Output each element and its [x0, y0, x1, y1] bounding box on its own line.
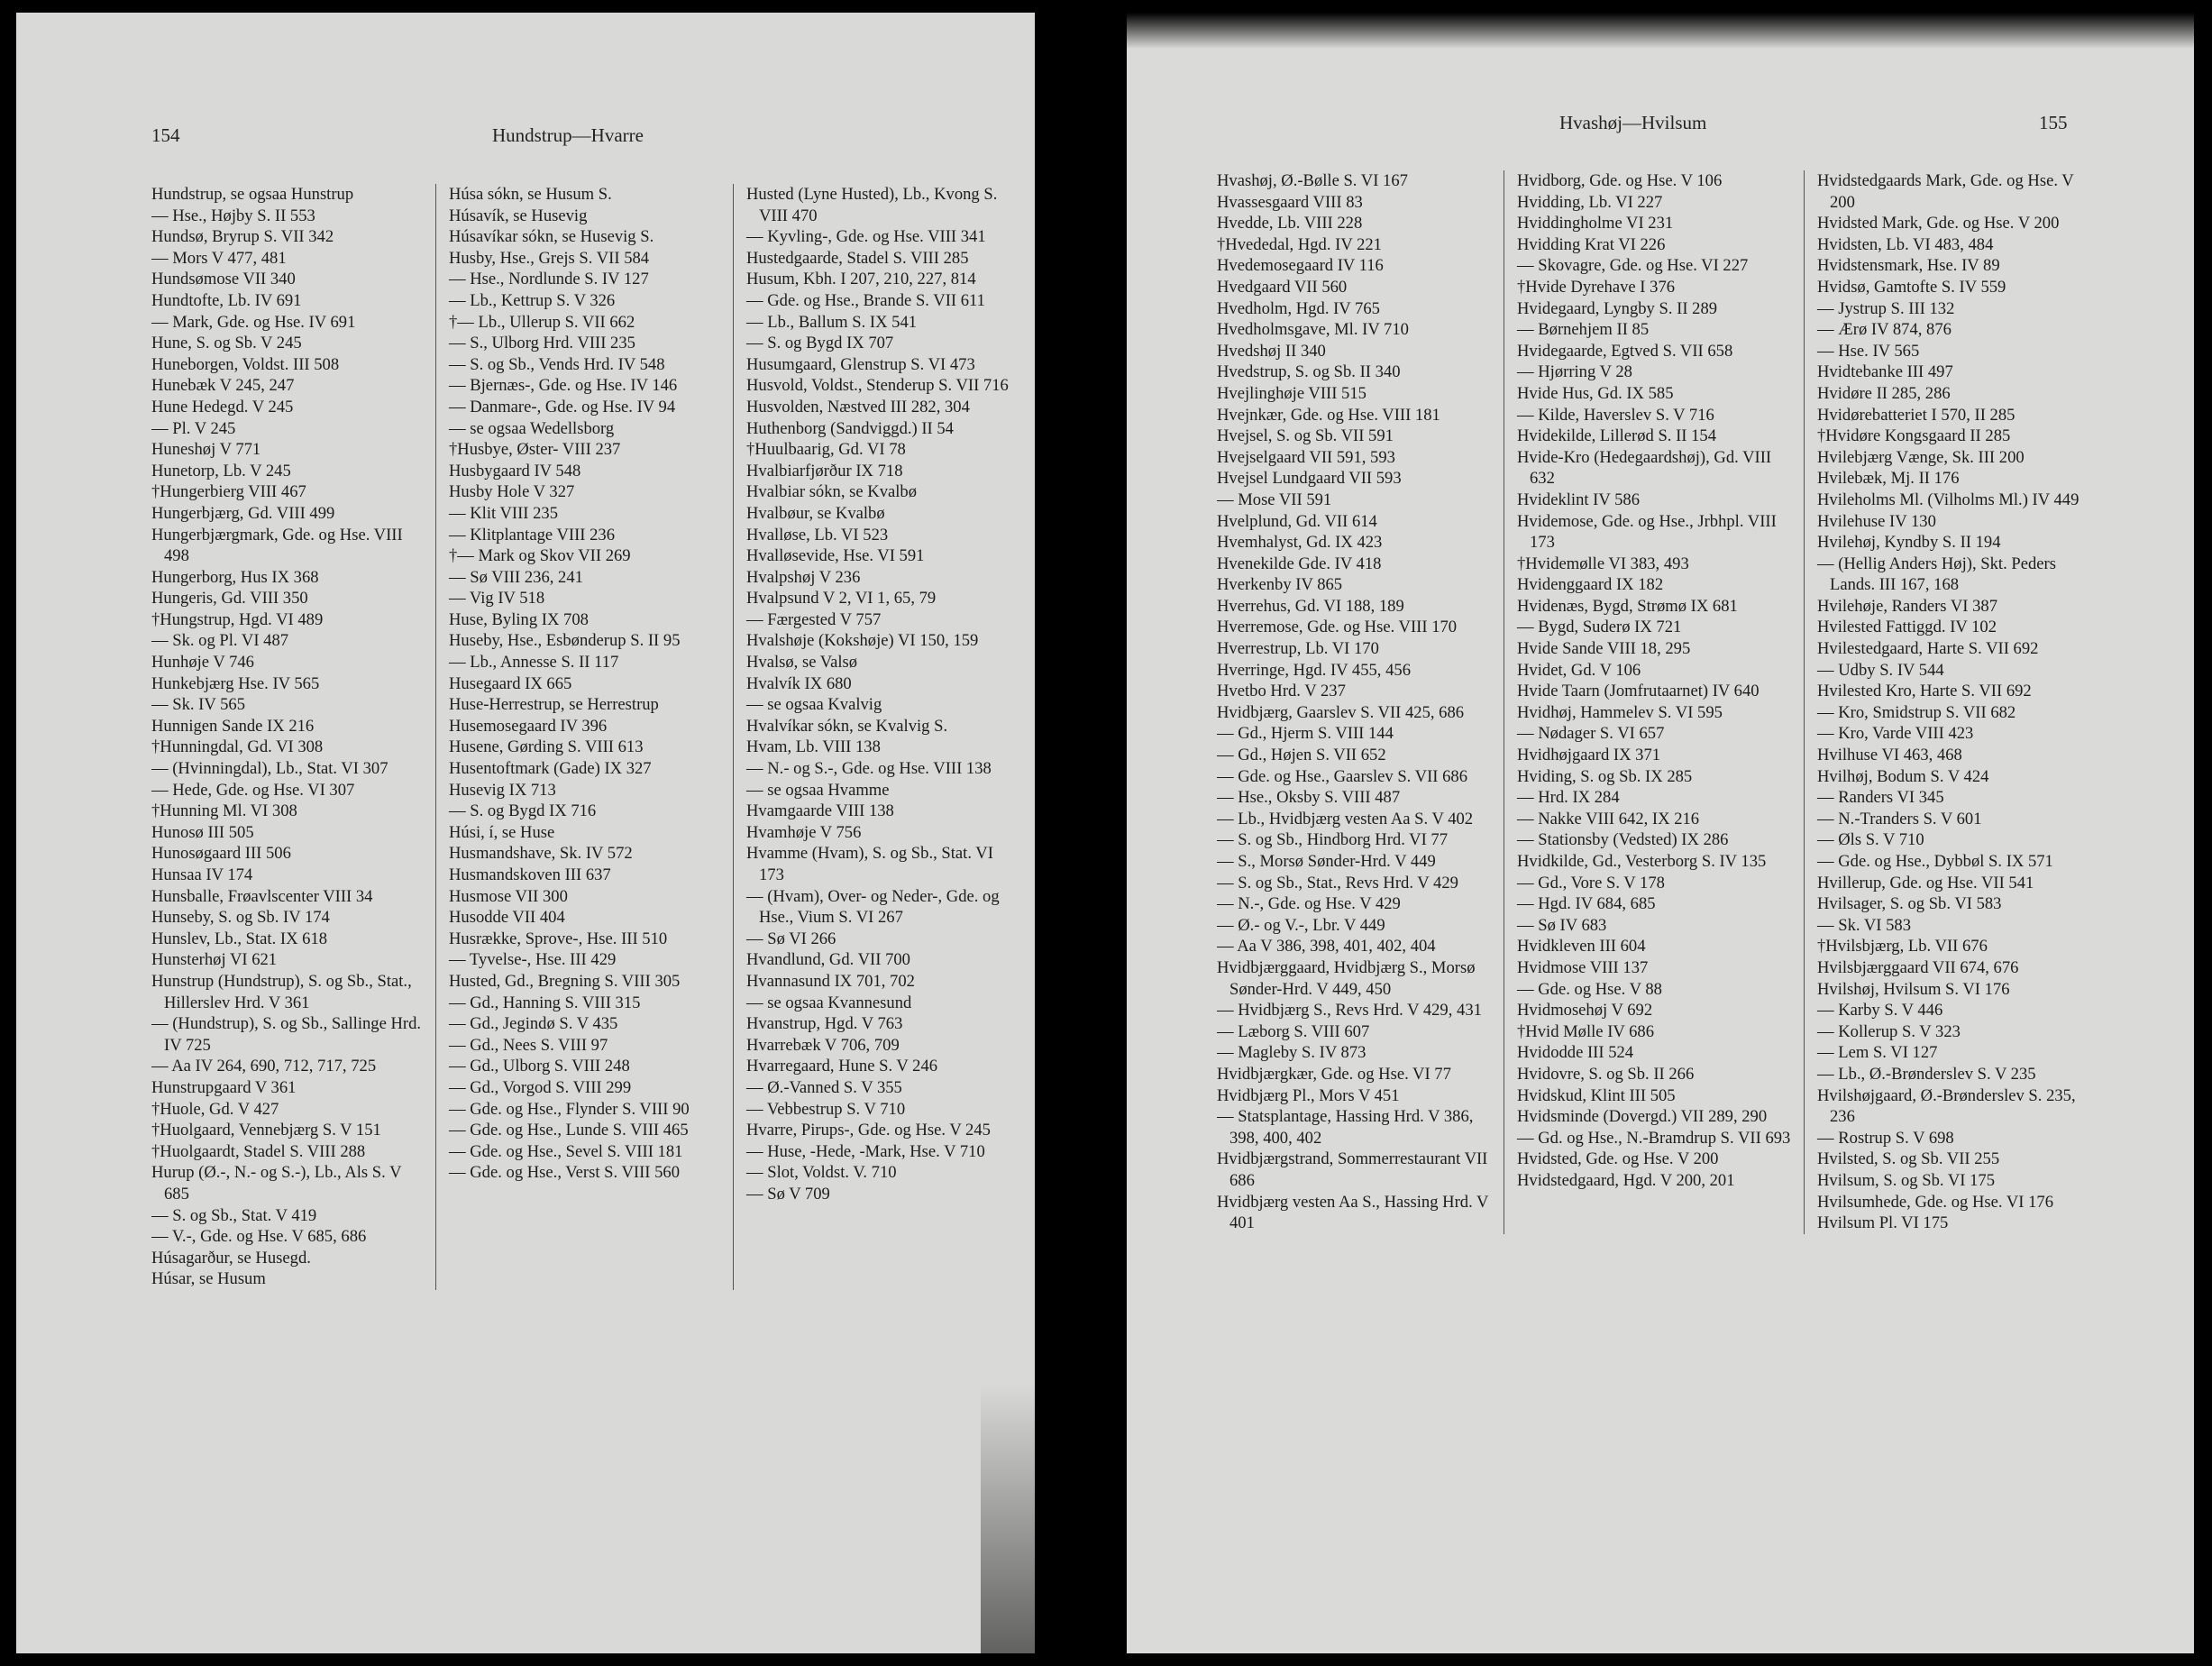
index-entry: — Gde. og Hse., Sevel S. VIII 181: [449, 1141, 683, 1161]
index-entry: Hvide Taarn (Jomfrutaarnet) IV 640: [1517, 682, 1760, 701]
index-entry: Hvidsted, Gde. og Hse. V 200: [1517, 1149, 1719, 1169]
index-entry: Husvolden, Næstved III 282, 304: [746, 397, 970, 416]
index-columns: [151, 184, 1030, 1290]
index-entry: — Gde. og Hse., Gaarslev S. VII 686: [1217, 766, 1467, 786]
index-entry: Hvarregaard, Hune S. V 246: [746, 1057, 938, 1076]
index-entry: Hunebæk V 245, 247: [151, 376, 295, 396]
index-entry: Hunkebjærg Hse. IV 565: [151, 673, 320, 693]
index-entry: Hviddingholme VI 231: [1517, 214, 1674, 233]
index-entry: Hunseby, S. og Sb. IV 174: [151, 908, 330, 928]
index-entry: — Stationsby (Vedsted) IX 286: [1517, 830, 1729, 850]
right-page: [1127, 13, 2194, 1653]
index-entry: Hvilehøj, Kyndby S. II 194: [1817, 533, 2001, 553]
index-entry: Hunosø III 505: [151, 822, 254, 842]
index-entry: — Mose VII 591: [1217, 490, 1332, 509]
index-entry: Hvelplund, Gd. VII 614: [1217, 511, 1377, 531]
index-entry: — Magleby S. IV 873: [1217, 1043, 1367, 1063]
index-entry: Hunnigen Sande IX 216: [151, 716, 315, 736]
index-entry: — Hgd. IV 684, 685: [1517, 894, 1656, 914]
index-entry: Hvidegaarde, Egtved S. VII 658: [1517, 341, 1733, 361]
index-entry: — Udby S. IV 544: [1817, 660, 1944, 680]
index-entry: Hvidkilde, Gd., Vesterborg S. IV 135: [1517, 852, 1767, 871]
index-entry: Hvidegaard, Lyngby S. II 289: [1517, 298, 1718, 318]
index-entry: Hvidsminde (Dovergd.) VII 289, 290: [1517, 1107, 1768, 1127]
index-entry: — S. og Bygd IX 716: [449, 801, 597, 821]
index-column: [1804, 170, 2104, 1234]
index-entry: Hvam, Lb. VIII 138: [746, 737, 881, 757]
index-entry: Hune Hedegd. V 245: [151, 397, 294, 416]
index-entry: — Rostrup S. V 698: [1817, 1128, 1954, 1148]
index-entry: — Danmare-, Gde. og Hse. IV 94: [449, 397, 676, 416]
index-entry: — Sk. IV 565: [151, 695, 245, 715]
index-entry: — Kro, Smidstrup S. VII 682: [1817, 702, 2016, 722]
index-entry: — Kro, Varde VIII 423: [1817, 724, 1974, 744]
index-entry: — Mark, Gde. og Hse. IV 691: [151, 312, 356, 332]
index-entry: Hunstrupgaard V 361: [151, 1077, 297, 1097]
index-entry: Hvilshøjgaard, Ø.-Brønderslev S. 235, 236: [1817, 1085, 2076, 1127]
index-entry: Hvidhøjgaard IX 371: [1517, 746, 1661, 765]
index-entry: Hungerborg, Hus IX 368: [151, 567, 319, 587]
index-entry: †Hungstrup, Hgd. VI 489: [151, 609, 324, 629]
index-entry: Hvejsel, S. og Sb. VII 591: [1217, 426, 1394, 446]
index-entry: Hvilsum, S. og Sb. VI 175: [1817, 1170, 1995, 1190]
index-entry: Hvilsumhede, Gde. og Hse. VI 176: [1817, 1192, 2054, 1212]
index-entry: Hvalshøje (Kokshøje) VI 150, 159: [746, 631, 979, 651]
index-entry: Hundstrup, se ogsaa Hunstrup: [151, 185, 354, 204]
index-entry: Husmandshave, Sk. IV 572: [449, 844, 633, 864]
index-entry: Hvilsted, S. og Sb. VII 255: [1817, 1149, 2000, 1169]
index-entry: Hvidding Krat VI 226: [1517, 234, 1666, 254]
index-entry: Hvidenæs, Bygd, Strømø IX 681: [1517, 596, 1738, 616]
index-entry: Husrække, Sprove-, Hse. III 510: [449, 929, 668, 948]
index-entry: Hunhøje V 746: [151, 653, 254, 673]
index-entry: Hvidskud, Klint III 505: [1517, 1085, 1676, 1105]
index-entry: — Gd., Ulborg S. VIII 248: [449, 1057, 630, 1076]
index-entry: — Mors V 477, 481: [151, 248, 287, 268]
index-entry: — S. og Sb., Stat. V 419: [151, 1205, 317, 1225]
index-entry: — Gde. og Hse., Dybbøl S. IX 571: [1817, 852, 2053, 871]
index-entry: Hvilhuse VI 463, 468: [1817, 746, 1962, 765]
index-entry: †Husbye, Øster- VIII 237: [449, 440, 621, 460]
index-entry: Hvidstedgaards Mark, Gde. og Hse. V 200: [1817, 171, 2074, 212]
index-entry: Húsagarður, se Husegd.: [151, 1248, 311, 1268]
index-entry: Húsavíkar sókn, se Husevig S.: [449, 227, 654, 247]
index-entry: †Huolgaard, Vennebjærg S. V 151: [151, 1121, 381, 1140]
index-entry: Hvidstensmark, Hse. IV 89: [1817, 256, 2000, 276]
index-entry: Hverremose, Gde. og Hse. VIII 170: [1217, 618, 1458, 637]
index-entry: Husum, Kbh. I 207, 210, 227, 814: [746, 270, 976, 289]
index-entry: — Lb., Annesse S. II 117: [449, 653, 619, 673]
index-entry: — se ogsaa Wedellsborg: [449, 418, 615, 438]
index-column: [435, 184, 733, 1290]
index-entry: — Lb., Ballum S. IX 541: [746, 312, 918, 332]
index-entry: Hvalpsund V 2, VI 1, 65, 79: [746, 589, 937, 609]
index-entry: — Sø IV 683: [1517, 915, 1607, 935]
index-entry: Hunetorp, Lb. V 245: [151, 461, 291, 481]
index-entry: — Ø.- og V.-, Lbr. V 449: [1217, 915, 1385, 935]
index-entry: †— Mark og Skov VII 269: [449, 546, 631, 566]
page-number: 154: [151, 124, 180, 146]
index-entry: Hvandlund, Gd. VII 700: [746, 950, 910, 970]
index-entry: Hvilshøj, Hvilsum S. VI 176: [1817, 979, 2010, 999]
index-entry: Husumgaard, Glenstrup S. VI 473: [746, 354, 975, 374]
index-entry: — Ø.-Vanned S. V 355: [746, 1077, 902, 1097]
index-entry: — Hse., Højby S. II 553: [151, 206, 315, 225]
index-entry: — Færgested V 757: [746, 609, 882, 629]
index-entry: Hvidemose, Gde. og Hse., Jrbhpl. VIII 173: [1517, 511, 1777, 553]
index-entry: — Gd., Vorgod S. VIII 299: [449, 1077, 632, 1097]
index-entry: Hurup (Ø.-, N.- og S.-), Lb., Als S. V 685: [151, 1163, 402, 1204]
index-entry: — Gd., Jegindø S. V 435: [449, 1014, 618, 1034]
index-entry: Hvidøre II 285, 286: [1817, 383, 1951, 403]
index-entry: — Kilde, Haverslev S. V 716: [1517, 405, 1714, 425]
index-entry: — Gd., Højen S. VII 652: [1217, 746, 1386, 765]
index-entry: Hvidborg, Gde. og Hse. V 106: [1517, 171, 1723, 190]
index-entry: Hvilsbjærggaard VII 674, 676: [1817, 957, 2019, 977]
index-entry: — Bygd, Suderø IX 721: [1517, 618, 1682, 637]
index-entry: Husemosegaard IV 396: [449, 716, 608, 736]
index-entry: Hvidmosehøj V 692: [1517, 1001, 1653, 1021]
index-entry: Hvillerup, Gde. og Hse. VII 541: [1817, 873, 2034, 892]
index-entry: — Sk. og Pl. VI 487: [151, 631, 289, 651]
index-entry: — Gde. og Hse. V 88: [1517, 979, 1662, 999]
running-head: Hvashøj—Hvilsum: [1559, 112, 1707, 133]
index-entry: — S. og Bygd IX 707: [746, 334, 894, 353]
index-entry: — Gde. og Hse., Flynder S. VIII 90: [449, 1099, 690, 1119]
index-entry: — Gde. og Hse., Lunde S. VIII 465: [449, 1121, 689, 1140]
index-entry: Husmandskoven III 637: [449, 865, 611, 884]
index-entry: Hvanstrup, Hgd. V 763: [746, 1014, 903, 1034]
index-entry: Hvedgaard VII 560: [1217, 277, 1348, 297]
index-entry: Hvalløsevide, Hse. VI 591: [746, 546, 925, 566]
index-entry: — Læborg S. VIII 607: [1217, 1021, 1370, 1041]
index-entry: — Karby S. V 446: [1817, 1001, 1943, 1021]
index-entry: †Hvededal, Hgd. IV 221: [1217, 234, 1382, 254]
index-entry: — Børnehjem II 85: [1517, 320, 1650, 340]
index-entry: †Hvidøre Kongsgaard II 285: [1817, 426, 2011, 446]
index-entry: Hvenekilde Gde. IV 418: [1217, 554, 1382, 573]
index-entry: — Aa IV 264, 690, 712, 717, 725: [151, 1057, 377, 1076]
index-entry: — Hse. IV 565: [1817, 341, 1920, 361]
index-entry: — Gd., Hjerm S. VIII 144: [1217, 724, 1394, 744]
index-entry: — Statsplantage, Hassing Hrd. V 386, 398, 400, 402: [1217, 1107, 1474, 1148]
index-entry: Hunslev, Lb., Stat. IX 618: [151, 929, 328, 948]
index-entry: Hunsterhøj VI 621: [151, 950, 278, 970]
index-entry: — Klit VIII 235: [449, 503, 559, 523]
index-entry: — (Hellig Anders Høj), Skt. Peders Lands. III 167, 168: [1817, 554, 2056, 595]
index-entry: Huthenborg (Sandviggd.) II 54: [746, 418, 954, 438]
index-entry: Hundsø, Bryrup S. VII 342: [151, 227, 334, 247]
index-entry: — Gd., Vore S. V 178: [1517, 873, 1665, 892]
index-entry: Husby Hole V 327: [449, 482, 575, 502]
index-entry: Hunstrup (Hundstrup), S. og Sb., Stat., Hillerslev Hrd. V 361: [151, 971, 412, 1012]
index-entry: Hungerbjærg, Gd. VIII 499: [151, 503, 335, 523]
index-entry: Husene, Gørding S. VIII 613: [449, 737, 644, 757]
index-entry: Hvidsø, Gamtofte S. IV 559: [1817, 277, 2006, 297]
index-entry: Hvalbiarfjørður IX 718: [746, 461, 903, 481]
index-entry: Husted, Gd., Bregning S. VIII 305: [449, 971, 681, 991]
index-entry: Hvamhøje V 756: [746, 822, 862, 842]
index-entry: Husmose VII 300: [449, 886, 568, 906]
index-entry: Hvidodde III 524: [1517, 1043, 1634, 1063]
index-entry: Húsar, se Husum: [151, 1269, 266, 1289]
page-number: 155: [2039, 112, 2068, 133]
index-entry: — N.-, Gde. og Hse. V 429: [1217, 894, 1401, 914]
index-entry: Hvilested Kro, Harte S. VII 692: [1817, 682, 2032, 701]
index-entry: — Hvidbjærg S., Revs Hrd. V 429, 431: [1217, 1001, 1482, 1021]
index-entry: — Gd., Hanning S. VIII 315: [449, 993, 641, 1012]
index-entry: Hvidhøj, Hammelev S. VI 595: [1517, 702, 1723, 722]
index-entry: — S., Morsø Sønder-Hrd. V 449: [1217, 852, 1436, 871]
index-entry: Hvilebjærg Vænge, Sk. III 200: [1817, 447, 2025, 467]
index-entry: Hvidovre, S. og Sb. II 266: [1517, 1064, 1695, 1084]
index-entry: Husvold, Voldst., Stenderup S. VII 716: [746, 376, 1009, 396]
index-entry: — Hse., Oksby S. VIII 487: [1217, 788, 1401, 808]
index-entry: Hverringe, Hgd. IV 455, 456: [1217, 660, 1411, 680]
index-entry: Husodde VII 404: [449, 908, 565, 928]
index-entry: Huse, Byling IX 708: [449, 609, 589, 629]
index-entry: Hvidbjærggaard, Hvidbjærg S., Morsø Sønder-Hrd. V 449, 450: [1217, 957, 1476, 999]
index-entry: — S., Ulborg Hrd. VIII 235: [449, 334, 635, 353]
index-entry: Hunsballe, Frøavlscenter VIII 34: [151, 886, 373, 906]
index-columns: [1217, 170, 2104, 1234]
index-entry: — Kollerup S. V 323: [1817, 1021, 1961, 1041]
index-entry: Hvedholmsgave, Ml. IV 710: [1217, 320, 1409, 340]
index-entry: — Bjernæs-, Gde. og Hse. IV 146: [449, 376, 678, 396]
index-entry: Hvidsted Mark, Gde. og Hse. V 200: [1817, 214, 2060, 233]
index-entry: Hvalbøur, se Kvalbø: [746, 503, 885, 523]
index-entry: Hvarre, Pirups-, Gde. og Hse. V 245: [746, 1121, 991, 1140]
index-entry: — Jystrup S. III 132: [1817, 298, 1955, 318]
index-entry: — Klitplantage VIII 236: [449, 525, 616, 545]
index-entry: †Hvid Mølle IV 686: [1517, 1021, 1655, 1041]
index-entry: — Tyvelse-, Hse. III 429: [449, 950, 617, 970]
index-entry: Hvalvíkar sókn, se Kvalvig S.: [746, 716, 948, 736]
index-entry: — Hjørring V 28: [1517, 362, 1632, 382]
index-entry: Huneborgen, Voldst. III 508: [151, 354, 340, 374]
index-entry: Hvamgaarde VIII 138: [746, 801, 894, 821]
index-entry: Hvidsten, Lb. VI 483, 484: [1817, 234, 1994, 254]
index-entry: Hvilehøje, Randers VI 387: [1817, 596, 1998, 616]
index-entry: Hvashøj, Ø.-Bølle S. VI 167: [1217, 171, 1408, 190]
index-entry: †— Lb., Ullerup S. VII 662: [449, 312, 635, 332]
index-entry: — Pl. V 245: [151, 418, 236, 438]
index-entry: — Hede, Gde. og Hse. VI 307: [151, 780, 355, 800]
index-entry: Hverrehus, Gd. VI 188, 189: [1217, 596, 1404, 616]
index-entry: Hungeris, Gd. VIII 350: [151, 589, 308, 609]
index-entry: Hvalvík IX 680: [746, 673, 852, 693]
index-entry: — (Hundstrup), S. og Sb., Sallinge Hrd. IV 725: [151, 1014, 422, 1055]
index-entry: — Hse., Nordlunde S. IV 127: [449, 270, 649, 289]
index-entry: Hvetbo Hrd. V 237: [1217, 682, 1346, 701]
index-entry: †Hunning Ml. VI 308: [151, 801, 297, 821]
index-entry: Hvalpshøj V 236: [746, 567, 861, 587]
index-entry: — Huse, -Hede, -Mark, Hse. V 710: [746, 1141, 985, 1161]
index-entry: Hvamme (Hvam), S. og Sb., Stat. VI 173: [746, 844, 993, 884]
index-entry: †Huolgaardt, Stadel S. VIII 288: [151, 1141, 366, 1161]
index-entry: Hvidbjærg vesten Aa S., Hassing Hrd. V 401: [1217, 1192, 1489, 1233]
index-entry: Hvejsel Lundgaard VII 593: [1217, 469, 1402, 489]
index-entry: — se ogsaa Kvannesund: [746, 993, 912, 1012]
index-entry: — Lb., Hvidbjærg vesten Aa S. V 402: [1217, 809, 1474, 828]
index-entry: — S. og Sb., Vends Hrd. IV 548: [449, 354, 665, 374]
index-entry: — Lem S. VI 127: [1817, 1043, 1938, 1063]
index-entry: Hune, S. og Sb. V 245: [151, 334, 302, 353]
index-entry: Hvideklint IV 586: [1517, 490, 1641, 509]
index-entry: Hvidbjærg, Gaarslev S. VII 425, 686: [1217, 702, 1465, 722]
index-entry: Hunosøgaard III 506: [151, 844, 291, 864]
index-column: [1217, 170, 1504, 1234]
index-entry: Hvidenggaard IX 182: [1517, 575, 1664, 595]
index-entry: — Sø V 709: [746, 1184, 830, 1204]
index-entry: — Nakke VIII 642, IX 216: [1517, 809, 1700, 828]
index-entry: Hvalløse, Lb. VI 523: [746, 525, 889, 545]
index-entry: — Aa V 386, 398, 401, 402, 404: [1217, 937, 1436, 957]
index-entry: — Hrd. IX 284: [1517, 788, 1620, 808]
index-entry: †Hvilsbjærg, Lb. VII 676: [1817, 937, 1988, 957]
index-entry: — V.-, Gde. og Hse. V 685, 686: [151, 1227, 367, 1247]
index-entry: Husentoftmark (Gade) IX 327: [449, 759, 652, 779]
index-entry: Hvannasund IX 701, 702: [746, 971, 915, 991]
index-entry: Hvide Hus, Gd. IX 585: [1517, 383, 1674, 403]
index-entry: Hvidkleven III 604: [1517, 937, 1646, 957]
index-entry: Hverrestrup, Lb. VI 170: [1217, 639, 1379, 659]
index-entry: Husbygaard IV 548: [449, 461, 581, 481]
index-entry: Hvileholms Ml. (Vilholms Ml.) IV 449: [1817, 490, 2079, 509]
index-entry: — S. og Sb., Hindborg Hrd. VI 77: [1217, 830, 1449, 850]
index-entry: Hvilsum Pl. VI 175: [1817, 1213, 1949, 1233]
index-entry: — Randers VI 345: [1817, 788, 1944, 808]
index-entry: — S. og Sb., Stat., Revs Hrd. V 429: [1217, 873, 1458, 892]
index-entry: Husted (Lyne Husted), Lb., Kvong S. VIII 470: [746, 185, 998, 225]
index-entry: Hustedgaarde, Stadel S. VIII 285: [746, 248, 969, 268]
index-entry: Hvalsø, se Valsø: [746, 653, 858, 673]
index-entry: Hvidbjærgstrand, Sommerrestaurant VII 686: [1217, 1149, 1488, 1190]
index-entry: Hvidørebatteriet I 570, II 285: [1817, 405, 2015, 425]
index-entry: — Gde. og Hse., Verst S. VIII 560: [449, 1163, 680, 1183]
index-entry: Hvidmose VIII 137: [1517, 957, 1649, 977]
index-entry: — Sk. VI 583: [1817, 915, 1911, 935]
index-entry: Hvide-Kro (Hedegaardshøj), Gd. VIII 632: [1517, 447, 1772, 489]
index-entry: Hvilestedgaard, Harte S. VII 692: [1817, 639, 2039, 659]
index-entry: Hvilsager, S. og Sb. VI 583: [1817, 894, 2002, 914]
index-entry: — Skovagre, Gde. og Hse. VI 227: [1517, 256, 1749, 276]
index-entry: Húsi, í, se Huse: [449, 822, 555, 842]
index-entry: Hundtofte, Lb. IV 691: [151, 290, 302, 310]
index-entry: — Lb., Ø.-Brønderslev S. V 235: [1817, 1064, 2036, 1084]
index-entry: Husegaard IX 665: [449, 673, 572, 693]
index-entry: Husby, Hse., Grejs S. VII 584: [449, 248, 650, 268]
index-entry: Hvedde, Lb. VIII 228: [1217, 214, 1363, 233]
index-entry: — Lb., Kettrup S. V 326: [449, 290, 616, 310]
index-entry: †Huulbaarig, Gd. VI 78: [746, 440, 906, 460]
index-entry: Huseby, Hse., Esbønderup S. II 95: [449, 631, 681, 651]
index-entry: Húsa sókn, se Husum S.: [449, 185, 612, 204]
index-entry: Hvidbjærgkær, Gde. og Hse. VI 77: [1217, 1064, 1451, 1084]
index-entry: — Gde. og Hse., Brande S. VII 611: [746, 290, 985, 310]
index-entry: — Ærø IV 874, 876: [1817, 320, 1951, 340]
index-entry: Hvedholm, Hgd. IV 765: [1217, 298, 1380, 318]
index-entry: — Gd., Nees S. VIII 97: [449, 1035, 608, 1055]
index-entry: †Huole, Gd. V 427: [151, 1099, 279, 1119]
index-entry: Hvide Sande VIII 18, 295: [1517, 639, 1691, 659]
index-entry: — Vig IV 518: [449, 589, 545, 609]
index-entry: — N.- og S.-, Gde. og Hse. VIII 138: [746, 759, 992, 779]
index-entry: Hverkenby IV 865: [1217, 575, 1343, 595]
index-column: [1504, 170, 1804, 1234]
index-entry: Hvidtebanke III 497: [1817, 362, 1953, 382]
left-page: [16, 13, 1035, 1653]
index-entry: Hvarrebæk V 706, 709: [746, 1035, 900, 1055]
index-column: [151, 184, 435, 1290]
index-entry: Huneshøj V 771: [151, 440, 261, 460]
index-entry: Hvemhalyst, Gd. IX 423: [1217, 533, 1383, 553]
index-entry: Huse-Herrestrup, se Herrestrup: [449, 695, 659, 715]
index-entry: Hvejnkær, Gde. og Hse. VIII 181: [1217, 405, 1440, 425]
index-entry: †Hunningdal, Gd. VI 308: [151, 737, 324, 757]
index-entry: Hvejselgaard VII 591, 593: [1217, 447, 1395, 467]
index-entry: †Hungerbierg VIII 467: [151, 482, 306, 502]
index-entry: Hvassesgaard VIII 83: [1217, 192, 1363, 212]
index-entry: — Sø VI 266: [746, 929, 836, 948]
index-entry: — se ogsaa Kvalvig: [746, 695, 882, 715]
index-entry: — Sø VIII 236, 241: [449, 567, 583, 587]
index-entry: Hvidet, Gd. V 106: [1517, 660, 1641, 680]
index-entry: — Slot, Voldst. V. 710: [746, 1163, 897, 1183]
index-entry: Hvedstrup, S. og Sb. II 340: [1217, 362, 1401, 382]
index-entry: †Hvidemølle VI 383, 493: [1517, 554, 1689, 573]
index-entry: Hvalbiar sókn, se Kvalbø: [746, 482, 917, 502]
index-entry: †Hvide Dyrehave I 376: [1517, 277, 1676, 297]
index-entry: — N.-Tranders S. V 601: [1817, 809, 1982, 828]
index-entry: Hvidstedgaard, Hgd. V 200, 201: [1517, 1170, 1735, 1190]
index-entry: Hvejlinghøje VIII 515: [1217, 383, 1367, 403]
index-entry: Hvidding, Lb. VI 227: [1517, 192, 1663, 212]
index-entry: — Gd. og Hse., N.-Bramdrup S. VII 693: [1517, 1128, 1791, 1148]
index-entry: — Kyvling-, Gde. og Hse. VIII 341: [746, 227, 986, 247]
index-entry: Hvidbjærg Pl., Mors V 451: [1217, 1085, 1400, 1105]
index-entry: — (Hvinningdal), Lb., Stat. VI 307: [151, 759, 388, 779]
index-entry: Hviding, S. og Sb. IX 285: [1517, 766, 1693, 786]
running-head: Hundstrup—Hvarre: [492, 124, 644, 146]
index-entry: Húsavík, se Husevig: [449, 206, 588, 225]
index-entry: Hungerbjærgmark, Gde. og Hse. VIII 498: [151, 525, 403, 566]
index-entry: Hunsaa IV 174: [151, 865, 253, 884]
index-entry: Hvedemosegaard IV 116: [1217, 256, 1384, 276]
index-entry: Hvedshøj II 340: [1217, 341, 1326, 361]
index-entry: Hvilested Fattiggd. IV 102: [1817, 618, 1997, 637]
index-entry: — Vebbestrup S. V 710: [746, 1099, 906, 1119]
index-entry: Hvilhøj, Bodum S. V 424: [1817, 766, 1989, 786]
index-entry: Hvilebæk, Mj. II 176: [1817, 469, 1960, 489]
index-entry: Husevig IX 713: [449, 780, 556, 800]
index-entry: Hvidekilde, Lillerød S. II 154: [1517, 426, 1717, 446]
index-entry: — (Hvam), Over- og Neder-, Gde. og Hse., Vium S. VI 267: [746, 886, 1000, 928]
index-entry: Hvilehuse IV 130: [1817, 511, 1936, 531]
index-entry: — Nødager S. VI 657: [1517, 724, 1665, 744]
index-entry: — Øls S. V 710: [1817, 830, 1924, 850]
index-entry: Hundsømose VII 340: [151, 270, 296, 289]
index-entry: — se ogsaa Hvamme: [746, 780, 890, 800]
index-column: [733, 184, 1030, 1290]
